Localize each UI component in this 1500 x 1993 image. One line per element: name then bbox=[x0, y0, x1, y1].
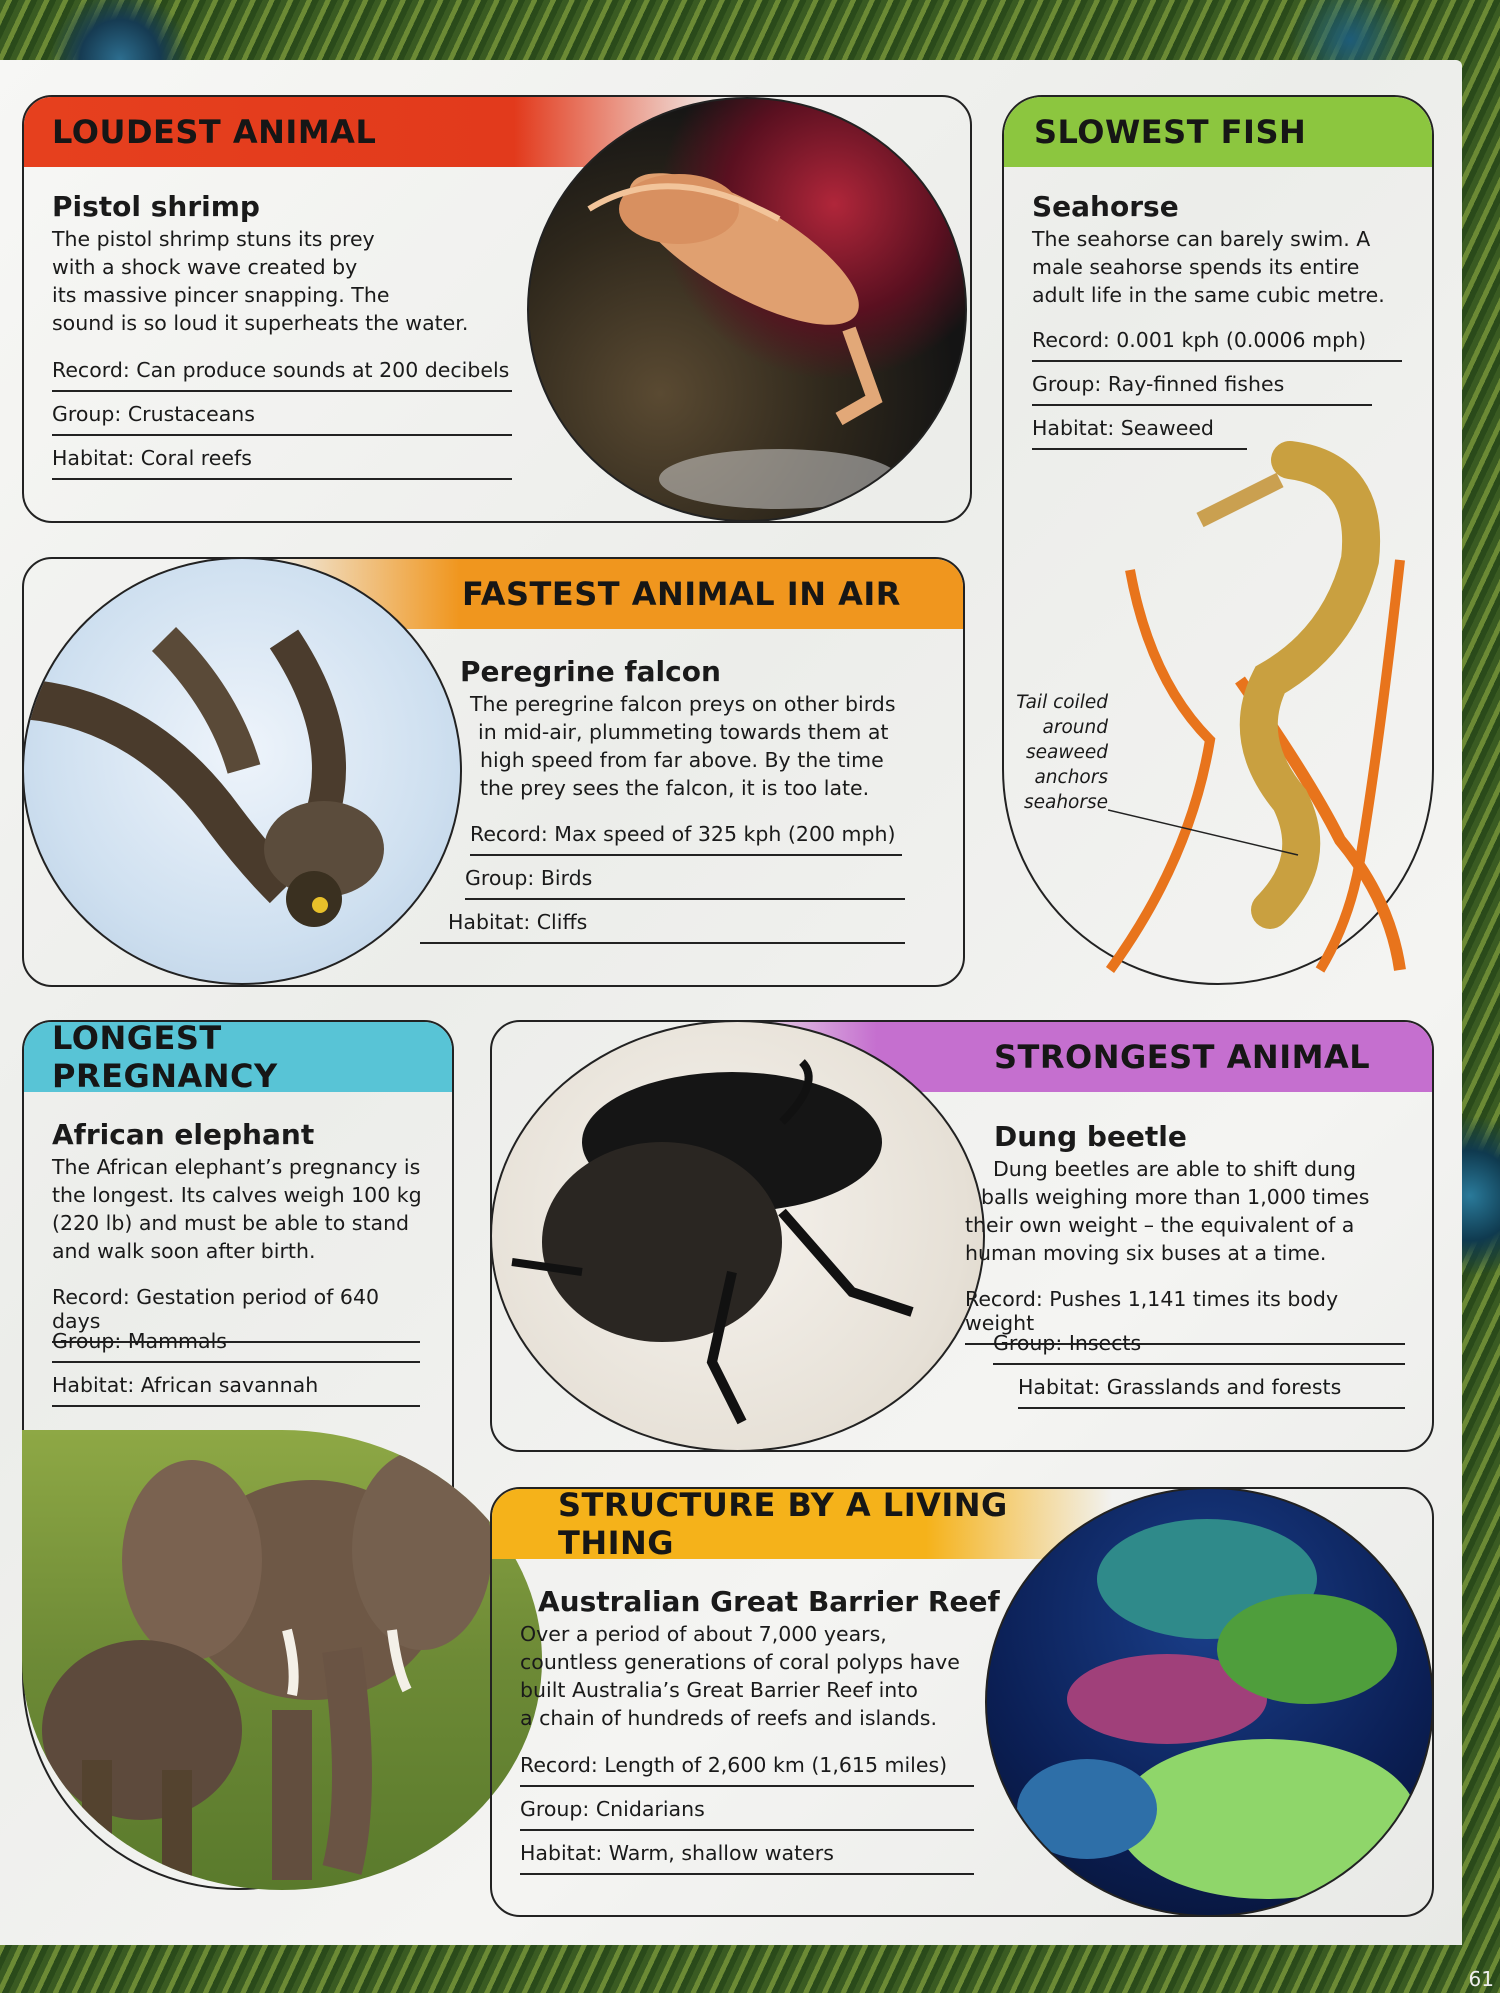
desc-great-barrier-reef: Over a period of about 7,000 years, countless generations of coral polyps have built Australia’s Great Barrier Reef into a chain of hundreds of reefs and islands. bbox=[520, 1622, 960, 1730]
banner-strongest-animal-text: STRONGEST ANIMAL bbox=[994, 1038, 1371, 1076]
record-dung-beetle: Record: Pushes 1,141 times its body weight bbox=[965, 1287, 1405, 1345]
banner-fastest-animal-text: FASTEST ANIMAL IN AIR bbox=[462, 575, 901, 613]
pistol-shrimp-photo bbox=[527, 97, 967, 522]
habitat-african-elephant: Habitat: African savannah bbox=[52, 1373, 420, 1407]
title-pistol-shrimp: Pistol shrimp bbox=[52, 190, 260, 223]
desc-seahorse: The seahorse can barely swim. A male seahorse spends its entire adult life in the same cubic metre. bbox=[1032, 227, 1385, 307]
shrimp-illustration bbox=[529, 99, 967, 522]
dung-beetle-photo bbox=[490, 1020, 985, 1452]
coral-reef-illustration bbox=[987, 1489, 1434, 1917]
banner-longest-pregnancy bbox=[24, 1019, 452, 1095]
banner-structure-text: STRUCTURE BY A LIVING THING bbox=[558, 1486, 1008, 1562]
record-peregrine-falcon: Record: Max speed of 325 kph (200 mph) bbox=[470, 822, 902, 856]
group-pistol-shrimp: Group: Crustaceans bbox=[52, 402, 512, 436]
desc-pistol-shrimp: The pistol shrimp stuns its prey with a shock wave created by its massive pincer snapping. The sound is so loud it superheats the water. bbox=[52, 227, 469, 335]
seahorse-note-leader-line bbox=[1108, 800, 1308, 860]
group-great-barrier-reef: Group: Cnidarians bbox=[520, 1797, 974, 1831]
banner-longest-pregnancy-text: LONGEST PREGNANCY bbox=[52, 1019, 278, 1095]
habitat-dung-beetle: Habitat: Grasslands and forests bbox=[1018, 1375, 1405, 1409]
group-seahorse: Group: Ray-finned fishes bbox=[1032, 372, 1372, 406]
banner-slowest-fish-text: SLOWEST FISH bbox=[1034, 113, 1307, 151]
desc-peregrine-falcon: The peregrine falcon preys on other birds in mid-air, plummeting towards them at high speed from far above. By the time the prey sees the falcon, it is too late. bbox=[470, 692, 896, 800]
group-dung-beetle: Group: Insects bbox=[993, 1331, 1405, 1365]
title-african-elephant: African elephant bbox=[52, 1118, 315, 1151]
banner-structure-by-living-thing bbox=[492, 1486, 1112, 1562]
record-seahorse: Record: 0.001 kph (0.0006 mph) bbox=[1032, 328, 1402, 362]
record-african-elephant: Record: Gestation period of 640 days bbox=[52, 1285, 420, 1343]
title-dung-beetle: Dung beetle bbox=[994, 1120, 1187, 1153]
record-great-barrier-reef: Record: Length of 2,600 km (1,615 miles) bbox=[520, 1753, 974, 1787]
habitat-pistol-shrimp: Habitat: Coral reefs bbox=[52, 446, 512, 480]
group-peregrine-falcon: Group: Birds bbox=[465, 866, 905, 900]
habitat-great-barrier-reef: Habitat: Warm, shallow waters bbox=[520, 1841, 974, 1875]
seahorse-illustration bbox=[1090, 440, 1430, 980]
african-elephant-photo bbox=[22, 1430, 542, 1890]
record-pistol-shrimp: Record: Can produce sounds at 200 decibels bbox=[52, 358, 512, 392]
falcon-illustration bbox=[24, 559, 462, 985]
desc-african-elephant: The African elephant’s pregnancy is the longest. Its calves weigh 100 kg (220 lb) and must be able to stand and walk soon after birth. bbox=[52, 1155, 422, 1263]
banner-loudest-animal-text: LOUDEST ANIMAL bbox=[52, 113, 377, 151]
peregrine-falcon-photo bbox=[22, 557, 462, 985]
title-peregrine-falcon: Peregrine falcon bbox=[460, 655, 721, 688]
group-african-elephant: Group: Mammals bbox=[52, 1329, 420, 1363]
title-great-barrier-reef: Australian Great Barrier Reef bbox=[538, 1585, 1000, 1618]
banner-slowest-fish bbox=[1004, 97, 1432, 167]
desc-dung-beetle: Dung beetles are able to shift dung balls weighing more than 1,000 times their own weight – the equivalent of a human moving six buses at a time. bbox=[965, 1157, 1370, 1265]
habitat-peregrine-falcon: Habitat: Cliffs bbox=[420, 910, 905, 944]
beetle-illustration bbox=[492, 1022, 985, 1452]
title-seahorse: Seahorse bbox=[1032, 190, 1179, 223]
great-barrier-reef-photo bbox=[985, 1487, 1434, 1917]
page-number: 61 bbox=[1468, 1967, 1494, 1991]
habitat-seahorse: Habitat: Seaweed bbox=[1032, 416, 1247, 450]
elephant-illustration bbox=[22, 1430, 542, 1890]
seahorse-tail-note: Tail coiled around seaweed anchors seahorse bbox=[1016, 692, 1108, 813]
